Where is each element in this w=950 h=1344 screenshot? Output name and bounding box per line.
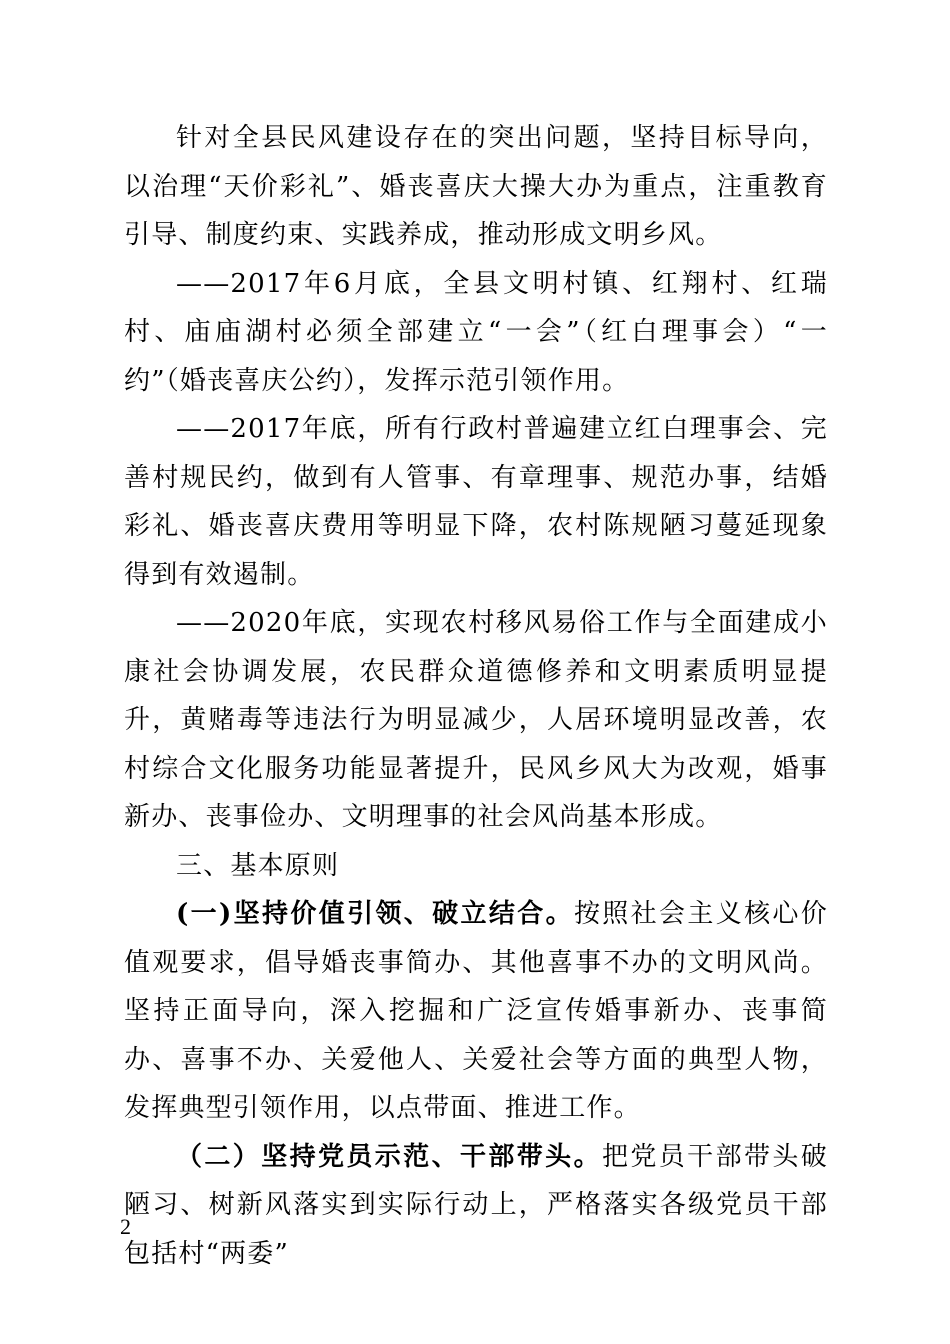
principle-1-text: 按照社会主义核心价值观要求，倡导婚丧事简办、其他喜事不办的文明风尚。坚持正面导向，深入挖掘和广泛宣传婚事新办、丧事简办、喜事不办、关爱他人、关爱社会等方面的典型人物，发挥典型引领作用，以点带面、推进工作。	[124, 899, 828, 1123]
paragraph-goal-2020-end: ——2020年底，实现农村移风易俗工作与全面建成小康社会协调发展，农民群众道德修养和文明素质明显提升，黄赌毒等违法行为明显减少，人居环境明显改善，农村综合文化服务功能显著提升，民风乡风大为改观，婚事新办、丧事俭办、文明理事的社会风尚基本形成。	[124, 608, 828, 832]
principle-2-lead: （二）坚持党员示范、干部带头。	[176, 1141, 602, 1172]
paragraph-principle-1	[124, 890, 828, 1133]
section-heading: 三、基本原则	[176, 850, 340, 881]
paragraph-principle-2	[124, 1133, 828, 1279]
paragraph-goal-2017-end: ——2017年底，所有行政村普遍建立红白理事会、完善村规民约，做到有人管事、有章理事、规范办事，结婚彩礼、婚丧喜庆费用等明显下降，农村陈规陋习蔓延现象得到有效遏制。	[124, 414, 828, 590]
principle-2-text: 把党员干部带头破陋习、树新风落实到实际行动上，严格落实各级党员干部包括村“两委”	[124, 1141, 828, 1269]
paragraph-intro: 针对全县民风建设存在的突出问题，坚持目标导向，以治理“天价彩礼”、婚丧喜庆大操大办为重点，注重教育引导、制度约束、实践养成，推动形成文明乡风。	[124, 123, 828, 250]
paragraph-goal-2017-june: ——2017年6月底，全县文明村镇、红翔村、红瑞村、庙庙湖村必须全部建立“一会”（红白理事会）“一约”（婚丧喜庆公约），发挥示范引领作用。	[124, 268, 828, 396]
principle-1-lead: (一)坚持价值引领、破立结合。	[176, 899, 574, 929]
page-number: 2	[120, 1214, 131, 1239]
body-text	[124, 114, 828, 1278]
